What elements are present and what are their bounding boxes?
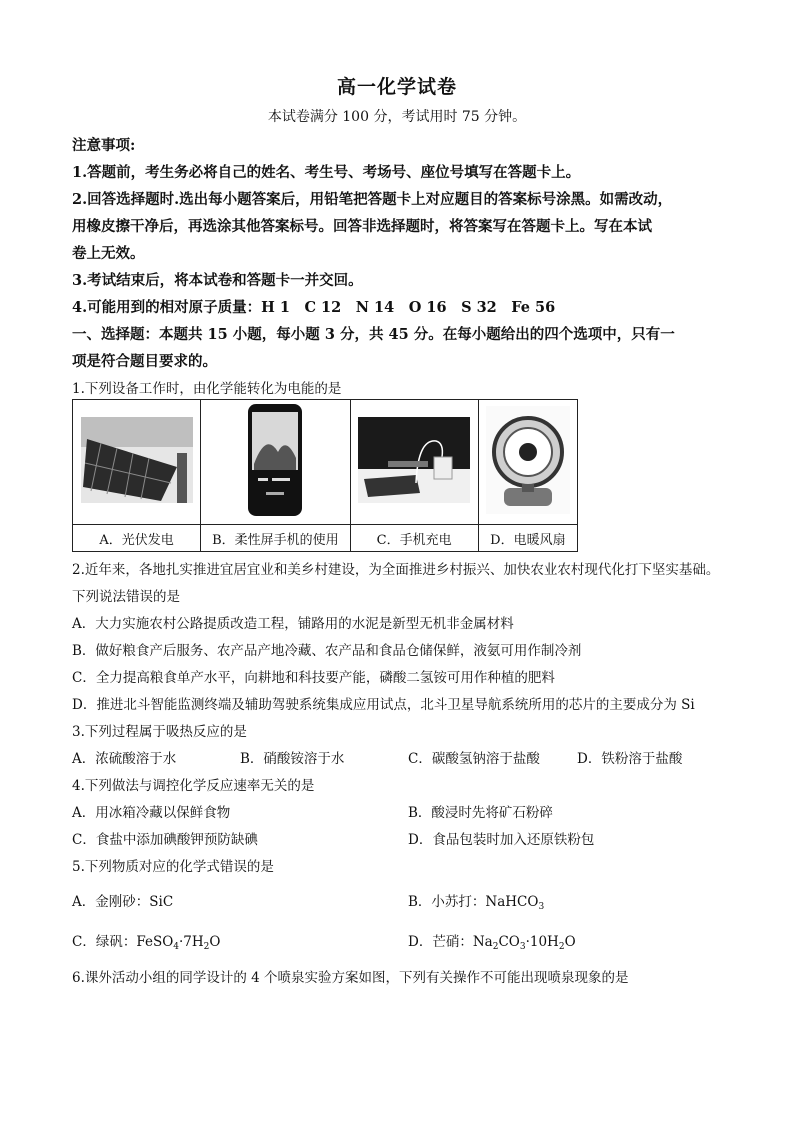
q5-option-d-subscript: 3 — [519, 942, 526, 952]
q5-option-c-formula-part: O — [209, 934, 221, 950]
q3-option-c: C．碳酸氢钠溶于盐酸 — [408, 751, 540, 767]
q2-option-a: A．大力实施农村公路提质改造工程，铺路用的水泥是新型无机非金属材料 — [72, 616, 514, 632]
q4-option-a: A．用冰箱冷藏以保鲜食物 — [72, 805, 231, 821]
q1-cell-d-image — [478, 400, 577, 525]
q5-option-b-formula: NaHCO — [485, 894, 539, 910]
q4-stem: 4.下列做法与调控化学反应速率无关的是 — [72, 778, 315, 794]
q5-option-d-formula-part: CO — [498, 934, 520, 950]
q2-stem-line-2: 下列说法错误的是 — [72, 589, 180, 605]
flexible-phone-photo-icon — [240, 402, 310, 518]
q1-stem: 1.下列设备工作时，由化学能转化为电能的是 — [72, 381, 342, 397]
q1-option-a: A．光伏发电 — [73, 525, 201, 552]
q1-cell-c-image — [350, 400, 478, 525]
q6-stem: 6.课外活动小组的同学设计的 4 个喷泉实验方案如图，下列有关操作不可能出现喷泉现象的是 — [72, 970, 629, 986]
electric-heater-fan-photo-icon — [486, 406, 570, 514]
q5-option-b — [408, 890, 544, 912]
exam-subtitle: 本试卷满分 100 分，考试用时 75 分钟。 — [267, 109, 527, 125]
q2-option-d: D．推进北斗智能监测终端及辅助驾驶系统集成应用试点，北斗卫星导航系统所用的芯片的主要成分为 Si — [72, 697, 695, 713]
q4-option-b: B．酸浸时先将矿石粉碎 — [408, 805, 553, 821]
q3-stem: 3.下列过程属于吸热反应的是 — [72, 724, 247, 740]
q5-option-c — [72, 930, 220, 952]
note-2-line-1: 2.回答选择题时.选出每小题答案后，用铅笔把答题卡上对应题目的答案标号涂黑。如需改动， — [72, 191, 673, 208]
q3-option-b: B．硝酸铵溶于水 — [240, 751, 345, 767]
q1-cell-a-image — [73, 400, 201, 525]
q5-option-a — [72, 890, 173, 910]
notes-heading: 注意事项: — [72, 137, 136, 154]
q3-option-d: D．铁粉溶于盐酸 — [577, 751, 683, 767]
note-4: 4.可能用到的相对原子质量：H 1 C 12 N 14 O 16 S 32 Fe 56 — [72, 299, 556, 316]
q5-option-d — [408, 930, 576, 952]
q1-option-c: C．手机充电 — [350, 525, 478, 552]
q4-option-d: D．食品包装时加入还原铁粉包 — [408, 832, 595, 848]
q5-option-d-label: D．芒硝： — [408, 934, 473, 950]
q5-stem: 5.下列物质对应的化学式错误的是 — [72, 859, 274, 875]
note-2-line-2: 用橡皮擦干净后，再选涂其他答案标号。回答非选择题时，将答案写在答题卡上。写在本试 — [72, 218, 652, 235]
q2-option-b: B．做好粮食产后服务、农产品产地冷藏、农产品和食品仓储保鲜，液氨可用作制冷剂 — [72, 643, 582, 659]
q1-option-b: B．柔性屏手机的使用 — [201, 525, 350, 552]
q5-option-a-label: A．金刚砂： — [72, 894, 150, 910]
solar-panel-photo-icon — [81, 417, 193, 503]
q5-option-c-formula-part: ·7H — [179, 934, 204, 950]
q3-option-a: A．浓硫酸溶于水 — [72, 751, 177, 767]
exam-title: 高一化学试卷 — [336, 76, 457, 98]
q5-option-c-label: C．绿矾： — [72, 934, 137, 950]
q5-option-a-formula: SiC — [149, 894, 174, 910]
section-1-heading-line-1: 一、选择题：本题共 15 小题，每小题 3 分，共 45 分。在每小题给出的四个选项中，只有一 — [72, 326, 675, 343]
q5-option-d-formula-part: Na — [472, 934, 493, 950]
q2-stem-line-1: 2.近年来，各地扎实推进宜居宜业和美乡村建设，为全面推进乡村振兴、加快农业农村现代化打下坚实基础。 — [72, 562, 720, 578]
q1-image-table — [72, 399, 578, 552]
q5-option-b-subscript: 3 — [538, 902, 545, 912]
q5-option-b-label: B．小苏打： — [408, 894, 486, 910]
q5-option-c-subscript: 4 — [173, 942, 180, 952]
q4-option-c: C．食盐中添加碘酸钾预防缺碘 — [72, 832, 258, 848]
note-1: 1.答题前，考生务必将自己的姓名、考生号、考场号、座位号填写在答题卡上。 — [72, 164, 581, 181]
note-3: 3.考试结束后，将本试卷和答题卡一并交回。 — [72, 272, 363, 289]
q5-option-c-subscript: 2 — [203, 942, 210, 952]
q5-option-d-subscript: 2 — [558, 942, 565, 952]
q1-option-d: D．电暖风扇 — [478, 525, 577, 552]
q5-option-d-formula-part: ·10H — [525, 934, 559, 950]
q2-option-c: C．全力提高粮食单产水平，向耕地和科技要产能，磷酸二氢铵可用作种植的肥料 — [72, 670, 555, 686]
q5-option-d-subscript: 2 — [492, 942, 499, 952]
section-1-heading-line-2: 项是符合题目要求的。 — [72, 353, 217, 370]
phone-charging-photo-icon — [358, 417, 470, 503]
note-2-line-3: 卷上无效。 — [72, 245, 145, 262]
q5-option-c-formula-part: FeSO — [136, 934, 174, 950]
q1-cell-b-image — [201, 400, 350, 525]
q5-option-d-formula-part: O — [564, 934, 576, 950]
